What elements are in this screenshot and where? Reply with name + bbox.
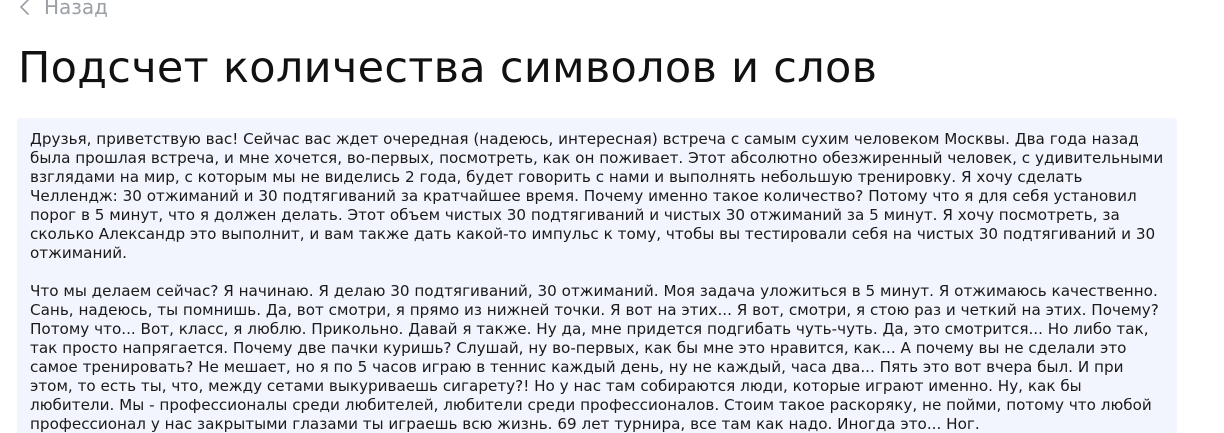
back-link-label: Назад bbox=[44, 0, 109, 19]
text-paragraph-1: Друзья, приветствую вас! Сейчас вас ждет очередная (надеюсь, интересная) встреча с самым сухим человеком Москвы. Два года назад была прошлая встреча, и мне хочется, во-первых, посмотреть, как он поживает. Этот абсолютно обезжиренный человек, с удивительными взглядами на мир, с которым мы не виделись 2 года, будет говорить с нами и выполнять небольшую тренировку. Я хочу сделать Челлендж: 30 отжиманий и 30 подтягиваний за кратчайшее время. Почему именно такое количество? Потому что я для себя установил порог в 5 минут, что я должен делать. Этот объем чистых 30 подтягиваний и чистых 30 отжиманий за 5 минут. Я хочу посмотреть, за сколько Александр это выполнит, и вам также дать какой-то импульс к тому, чтобы вы тестировали себя на чистых 30 подтягиваний и 30 отжиманий. bbox=[30, 130, 1164, 262]
text-input-area[interactable] bbox=[17, 118, 1177, 433]
text-paragraph-2: Что мы делаем сейчас? Я начинаю. Я делаю 30 подтягиваний, 30 отжиманий. Моя задача уложиться в 5 минут. Я отжимаюсь качественно. Сань, надеюсь, ты помнишь. Да, вот смотри, я прямо из нижней точки. Я вот на этих... Я вот, смотри, я стою раз и четкий на этих. Почему? Потому что... Вот, класс, я люблю. Прикольно. Давай я также. Ну да, мне придется подгибать чуть-чуть. Да, это смотрится... Но либо так, так просто напрягается. Почему две пачки куришь? Слушай, ну во-первых, как бы мне это нравится, как... А почему вы не сделали это самое тренировать? Не мешает, но я по 5 часов играю в теннис каждый день, ну не каждый, часа два... Пять это вот вчера был. И при этом, то есть ты, что, между сетами выкуриваешь сигарету?! Но у нас там собираются люди, которые играют именно. Ну, как бы любители. Мы - профессионалы среди любителей, любители среди профессионалов. Стоим такое раскоряку, не пойми, потому что любой профессионал у нас закрытыми глазами ты играешь всю жизнь. 69 лет турнира, все там как надо. Иногда это... Ног. bbox=[30, 282, 1159, 433]
back-link[interactable] bbox=[18, 0, 108, 20]
chevron-left-icon bbox=[18, 0, 32, 17]
page-title: Подсчет количества символов и слов bbox=[18, 43, 878, 93]
